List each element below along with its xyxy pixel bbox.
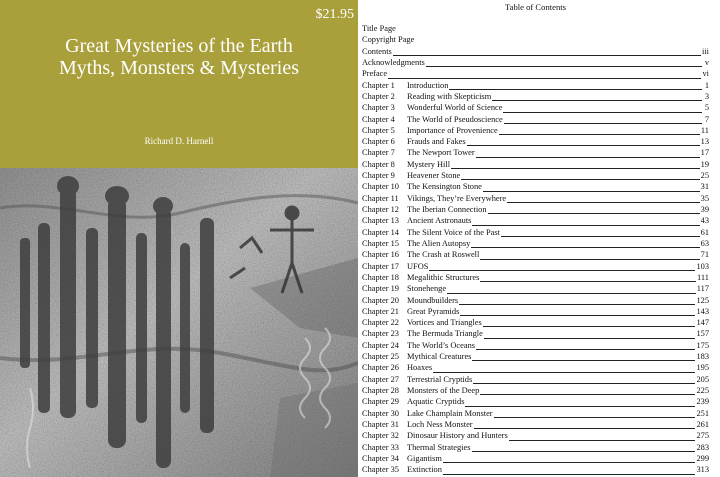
toc-chapter-entry[interactable] [362,351,709,362]
leader-line [476,148,700,158]
toc-chapter-entry[interactable] [362,430,709,441]
toc-chapter-number: Chapter 10 [362,182,399,192]
toc-chapter-title: The Bermuda Triangle [407,329,483,339]
toc-chapter-page: 143 [696,306,709,316]
toc-entry-acknowledgments[interactable] [362,57,709,68]
toc-entry-copyright-page[interactable] [362,34,709,45]
toc-chapter-entry[interactable] [362,295,709,306]
toc-chapter-title: The Newport Tower [407,148,475,158]
toc-chapter-number: Chapter 24 [362,340,399,350]
toc-chapter-page: 17 [700,148,709,158]
leader-line [393,46,701,56]
toc-chapter-number: Chapter 3 [362,103,395,113]
toc-chapter-title: Vortices and Triangles [407,318,482,328]
toc-chapter-number: Chapter 2 [362,91,395,101]
toc-chapter-title: Mystery Hill [407,159,451,169]
toc-chapter-entry[interactable] [362,170,709,181]
toc-chapter-number: Chapter 21 [362,306,399,316]
toc-chapter-title: Stonehenge [407,284,447,294]
toc-chapter-page: 71 [700,250,709,260]
toc-chapter-page: 31 [700,182,709,192]
leader-line [433,363,695,373]
leader-line [443,465,696,475]
toc-chapter-title: Monsters of the Deep [407,386,480,395]
leader-line [472,442,696,452]
leader-line [388,69,701,79]
leader-line [451,159,700,169]
toc-chapter-number: Chapter 9 [362,171,395,181]
toc-chapter-page: 251 [696,408,709,418]
toc-chapter-title: Heavener Stone [407,171,461,181]
toc-chapter-number: Chapter 18 [362,272,399,282]
toc-chapter-entry[interactable] [362,328,709,339]
cover-title-band [0,0,358,168]
toc-chapter-title: Frauds and Fakes [407,137,466,147]
toc-chapter-entry[interactable] [362,396,709,407]
leader-line [465,397,695,407]
toc-chapter-page: 13 [700,137,709,147]
toc-chapter-title: Megalithic Structures [407,272,480,282]
toc-chapter-page: 313 [696,465,709,475]
toc-chapter-title: Reading with Skepticism [407,91,492,101]
toc-chapter-entry[interactable] [362,464,709,475]
toc-chapter-entry[interactable] [362,102,709,113]
toc-list [362,23,709,476]
toc-chapter-entry[interactable] [362,114,709,125]
toc-entry-title-page[interactable] [362,23,709,34]
leader-line [443,453,696,463]
toc-chapter-page: 261 [696,419,709,429]
toc-chapter-page: 35 [700,193,709,203]
toc-chapter-title: The World of Pseudoscience [407,114,503,124]
toc-entry-title: Contents [362,46,392,56]
toc-chapter-number: Chapter 25 [362,352,399,362]
toc-chapter-number: Chapter 12 [362,205,399,214]
toc-chapter-page: 117 [696,284,709,294]
toc-chapter-title: Thermal Strategies [407,442,471,452]
toc-entry-page: v [704,57,709,67]
toc-chapter-title: Extinction [407,465,442,475]
toc-chapter-number: Chapter 20 [362,295,399,305]
toc-chapter-title: The Iberian Connection [407,205,487,214]
toc-chapter-number: Chapter 31 [362,419,399,429]
toc-chapter-title: Gigantism [407,453,442,463]
toc-chapter-entry[interactable] [362,272,709,283]
toc-chapter-number: Chapter 33 [362,442,399,452]
leader-line [461,170,699,180]
leader-line [474,419,696,429]
toc-chapter-page: 157 [696,329,709,339]
toc-chapter-entry[interactable] [362,374,709,385]
leader-line [480,385,695,395]
toc-chapter-page: 275 [696,431,709,441]
toc-chapter-entry[interactable] [362,249,709,260]
toc-chapter-number: Chapter 11 [362,193,399,203]
leader-line [429,261,695,271]
table-of-contents [362,0,709,477]
toc-chapter-page: 283 [696,442,709,452]
toc-chapter-page: 239 [696,397,709,407]
toc-chapter-entry[interactable] [362,453,709,464]
toc-chapter-page: 19 [700,159,709,169]
toc-chapter-number: Chapter 17 [362,261,399,271]
toc-chapter-page: 25 [700,171,709,181]
leader-line [467,136,700,146]
leader-line [503,103,702,113]
toc-chapter-number: Chapter 13 [362,216,399,226]
toc-chapter-title: Loch Ness Monster [407,419,473,429]
toc-chapter-number: Chapter 16 [362,250,399,260]
leader-line [483,317,696,327]
toc-chapter-number: Chapter 4 [362,114,395,124]
toc-chapter-title: Aquatic Cryptids [407,397,465,407]
leader-line [499,125,700,135]
toc-chapter-title: Mythical Creatures [407,352,472,362]
toc-chapter-number: Chapter 27 [362,374,399,384]
toc-chapter-title: Ancient Astronauts [407,216,472,226]
toc-chapter-title: Importance of Provenience [407,125,498,135]
toc-chapter-page: 205 [696,374,709,384]
leader-line [472,351,695,361]
toc-chapter-number: Chapter 29 [362,397,399,407]
leader-line [473,374,695,384]
toc-chapter-number: Chapter 7 [362,148,395,158]
toc-chapter-entry[interactable] [362,91,709,102]
leader-line [459,295,695,305]
toc-chapter-title: The Crash at Roswell [407,250,480,260]
leader-line [484,329,696,339]
toc-chapter-page: 225 [696,386,709,395]
toc-chapter-page: 299 [696,453,709,463]
toc-chapter-title: Wonderful World of Science [407,103,503,113]
toc-entry-preface[interactable] [362,68,709,79]
toc-chapter-page: 3 [704,91,709,101]
toc-chapter-page: 111 [697,272,709,282]
toc-chapter-entry[interactable] [362,159,709,170]
leader-line [492,91,702,101]
toc-chapter-title: Great Pyramids [407,306,460,316]
toc-chapter-number: Chapter 26 [362,363,399,373]
leader-line [494,408,696,418]
toc-chapter-number: Chapter 6 [362,137,395,147]
toc-chapter-page: 183 [696,352,709,362]
leader-line [476,340,695,350]
toc-entry-title: Preface [362,69,388,79]
toc-chapter-title: Moundbuilders [407,295,459,305]
toc-chapter-entry[interactable] [362,385,709,396]
toc-chapter-number: Chapter 15 [362,238,399,248]
leader-line [460,306,695,316]
toc-chapter-number: Chapter 5 [362,125,395,135]
toc-chapter-page: 125 [696,295,709,305]
toc-chapter-page: 43 [700,216,709,226]
toc-chapter-entry[interactable] [362,136,709,147]
toc-chapter-entry[interactable] [362,283,709,294]
toc-chapter-number: Chapter 32 [362,431,399,441]
leader-line [488,204,700,214]
leader-line [504,114,702,124]
toc-chapter-page: 7 [704,114,709,124]
rock-art-photo [0,168,358,477]
toc-chapter-entry[interactable] [362,261,709,272]
toc-chapter-number: Chapter 35 [362,465,399,475]
toc-chapter-number: Chapter 23 [362,329,399,339]
leader-line [471,238,699,248]
toc-chapter-page: 103 [696,261,709,271]
leader-line [509,431,696,441]
toc-chapter-entry[interactable] [362,147,709,158]
toc-chapter-number: Chapter 34 [362,453,399,463]
book-title-line-2: Myths, Monsters & Mysteries [59,57,299,79]
toc-entry-page: iii [702,46,709,56]
toc-entry-title: Acknowledgments [362,57,425,67]
toc-chapter-number: Chapter 8 [362,159,395,169]
toc-chapter-title: The Kensington Stone [407,182,482,192]
leader-line [447,284,696,294]
leader-line [480,250,699,260]
toc-chapter-entry[interactable] [362,204,709,215]
toc-chapter-page: 39 [700,205,709,214]
toc-chapter-entry[interactable] [362,193,709,204]
toc-heading: Table of Contents [505,2,566,12]
book-cover [0,0,358,477]
leader-line [426,57,702,67]
leader-line [449,80,702,90]
toc-chapter-page: 147 [696,318,709,328]
toc-chapter-entry[interactable] [362,419,709,430]
toc-chapter-entry[interactable] [362,125,709,136]
toc-chapter-page: 61 [700,227,709,237]
toc-entry-page: vi [702,69,709,79]
toc-chapter-page: 175 [696,340,709,350]
toc-chapter-title: Lake Champlain Monster [407,408,493,418]
leader-line [472,216,699,226]
toc-chapter-entry[interactable] [362,80,709,91]
book-author: Richard D. Harnell [144,136,214,146]
toc-chapter-title: Introduction [407,80,449,90]
toc-chapter-entry[interactable] [362,181,709,192]
toc-chapter-entry[interactable] [362,317,709,328]
leader-line [507,193,700,203]
toc-entry-contents[interactable] [362,46,709,57]
toc-chapter-entry[interactable] [362,442,709,453]
toc-chapter-entry[interactable] [362,362,709,373]
toc-chapter-title: UFOS [407,261,429,271]
leader-line [480,272,696,282]
toc-entry-title: Title Page [362,24,396,33]
toc-chapter-page: 5 [704,103,709,113]
toc-chapter-title: The Alien Autopsy [407,238,471,248]
leader-line [501,227,700,237]
toc-chapter-number: Chapter 28 [362,386,399,395]
toc-chapter-title: Hoaxes [407,363,433,373]
leader-line [483,182,700,192]
toc-chapter-number: Chapter 22 [362,318,399,328]
toc-chapter-title: The World’s Oceans [407,340,476,350]
toc-chapter-entry[interactable] [362,340,709,351]
toc-chapter-number: Chapter 19 [362,284,399,294]
toc-chapter-entry[interactable] [362,306,709,317]
book-title-line-1: Great Mysteries of the Earth [65,35,293,57]
toc-chapter-number: Chapter 1 [362,80,395,90]
toc-chapter-number: Chapter 30 [362,408,399,418]
toc-chapter-page: 195 [696,363,709,373]
toc-chapter-entry[interactable] [362,215,709,226]
toc-chapter-entry[interactable] [362,227,709,238]
price-label: $21.95 [315,7,354,22]
toc-chapter-entry[interactable] [362,238,709,249]
toc-chapter-page: 1 [704,80,709,90]
toc-chapter-title: The Silent Voice of the Past [407,227,500,237]
toc-chapter-number: Chapter 14 [362,227,399,237]
toc-chapter-entry[interactable] [362,408,709,419]
toc-chapter-title: Dinosaur History and Hunters [407,431,508,441]
toc-chapter-page: 63 [700,238,709,248]
toc-chapter-title: Vikings, They’re Everywhere [407,193,507,203]
toc-chapter-page: 11 [700,125,709,135]
toc-entry-title: Copyright Page [362,35,415,45]
toc-chapter-title: Terrestrial Cryptids [407,374,473,384]
